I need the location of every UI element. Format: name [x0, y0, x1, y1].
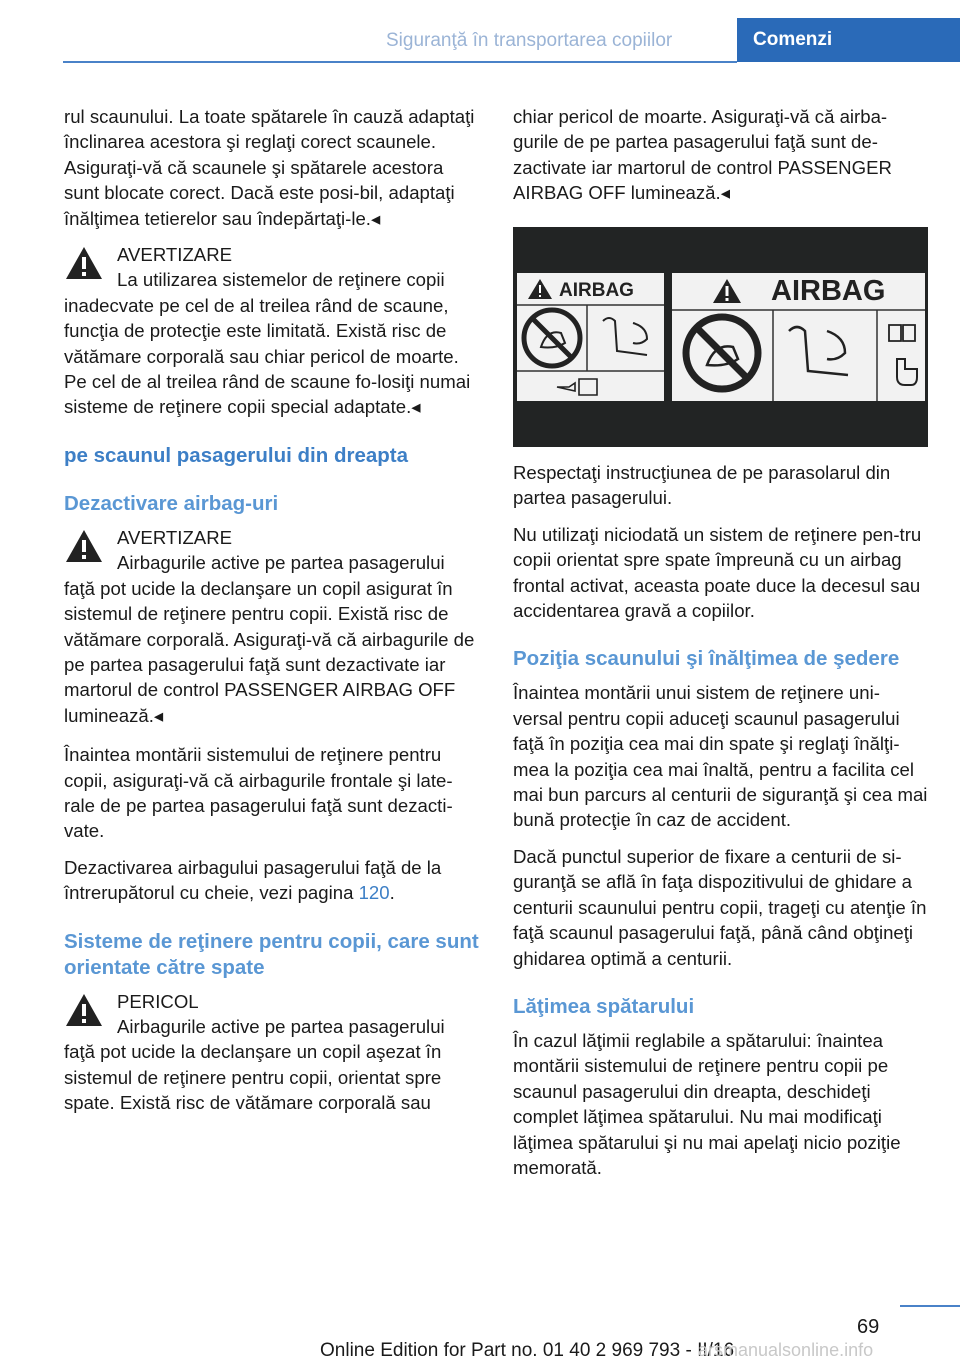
right-column-top	[513, 104, 928, 206]
warning-text: La utilizarea sistemelor de reţinere copii	[117, 269, 445, 291]
subsection-heading: Lăţimea spătarului	[513, 994, 695, 1018]
paragraph-text: Dezactivarea airbagului pasagerului faţă de la întrerupătorul cu cheie, vezi pagina	[64, 856, 442, 904]
label-large-text: AIRBAG	[771, 275, 886, 307]
running-header-section: Siguranţă în transportarea copiilor	[386, 30, 673, 51]
warning-title: AVERTIZARE	[117, 526, 233, 548]
warning-block	[64, 242, 479, 420]
warning-text: Airbagurile active pe partea pasagerului	[117, 1015, 445, 1037]
chapter-tab	[737, 18, 960, 62]
paragraph	[64, 855, 479, 906]
paragraph: Înaintea montării sistemului de reţinere pentru copii, asiguraţi-vă că airbagurile frontale şi late-rale de pe partea pasagerului faţă sunt dezacti-vate.	[64, 744, 453, 842]
section-heading: pe scaunul pasagerului din dreapta	[64, 443, 409, 467]
label-small-text: AIRBAG	[559, 280, 634, 301]
paragraph: În cazul lăţimii reglabile a spătarului: înaintea montării sistemului de reţinere pentru copii pe scaunul pasagerului din dreapta, deschideţi complet lăţimea spătarului. Nu mai modificaţi lăţimea spătarului şi nu mai apelaţi nicio poziţie memorată.	[513, 1029, 901, 1178]
warning-block	[64, 525, 479, 728]
warning-triangle-icon	[64, 245, 104, 281]
edition-line: Online Edition for Part no. 01 40 2 969 793 - II/16	[320, 1340, 735, 1361]
subsection-heading: Dezactivare airbag-uri	[64, 491, 279, 515]
chapter-tab-label: Comenzi	[753, 29, 833, 50]
footer-rule	[900, 1305, 960, 1307]
subsection-heading: Poziţia scaunului şi înălţimea de şedere	[513, 647, 900, 671]
subsection-heading: Sisteme de reţinere pentru copii, care sunt orientate către spate	[64, 929, 479, 979]
paragraph: Respectaţi instrucţiunea de pe parasolarul din partea pasagerului.	[513, 462, 891, 509]
warning-triangle-icon	[64, 528, 104, 564]
warning-triangle-icon	[64, 992, 104, 1028]
paragraph: Înaintea montării unui sistem de reţinere uni-versal pentru copii aduceţi scaunul pasagerului faţă în poziţia cea mai din spate şi reglaţi înălţi-mea la poziţia cea mai înaltă, pentru a facilita cel mai bun parcurs al centurii de siguranţă şi cea mai bună protecţie în caz de accident.	[513, 682, 928, 831]
page-link[interactable]: 120	[358, 882, 390, 904]
paragraph: Nu utilizaţi niciodată un sistem de reţinere pen-tru copii orientat spre spate împreună cu un airbag frontal activat, aceasta poate duce la decesul sau accidentarea gravă a copiilor.	[513, 523, 922, 622]
warning-text: inadecvate pe cel de al treilea rând de scaune, funcţia de protecţie este limitată. Există risc de vătămare corporală sau chiar pericol de moarte. Pe cel de al treilea rând de scaune fo-losiţi numai sisteme de reţinere copii special adaptate.◂	[64, 294, 471, 418]
warning-title: AVERTIZARE	[117, 244, 233, 266]
paragraph: rul scaunului. La toate spătarele în cauză adaptaţi înclinarea acestora şi reglaţi corect scaunele. Asiguraţi-vă că scaunele şi spătarele acestora sunt blocate corect. Dacă este posi-bil, adaptaţi înălţimea tetierelor sau îndepărtaţi-le.◂	[64, 106, 475, 229]
watermark: arsmanualsonline.info	[698, 1340, 874, 1360]
paragraph-end: .	[389, 882, 395, 904]
warning-text: faţă pot ucide la declanşare un copil aşezat în sistemul de reţinere pentru copii, orientat spre spate. Există risc de vătămare corporală sau	[64, 1041, 442, 1114]
warning-block	[64, 989, 479, 1116]
left-column	[64, 104, 479, 1116]
airbag-warning-label-illustration	[513, 227, 928, 447]
header-rule	[63, 61, 737, 63]
right-column-bottom	[513, 460, 928, 1180]
warning-text: faţă pot ucide la declanşare un copil asigurat în sistemul de reţinere pentru copii. Există risc de vătămare corporală. Asiguraţi-vă că airbagurile de pe partea pasagerului faţă sunt dezactivate iar martorul de control PASSENGER AIRBAG OFF luminează.◂	[64, 577, 475, 726]
warning-title: PERICOL	[117, 990, 199, 1012]
paragraph: chiar pericol de moarte. Asiguraţi-vă că airba-gurile de pe partea pasagerului faţă sunt de-zactivate iar martorul de control PASSENGER AIRBAG OFF luminează.◂	[513, 106, 892, 204]
page-number: 69	[857, 1316, 880, 1338]
airbag-label-photo	[513, 227, 928, 447]
warning-text: Airbagurile active pe partea pasagerului	[117, 552, 445, 574]
paragraph: Dacă punctul superior de fixare a centurii de si-guranţă se află în faţa dispozitivului de ghidare a centurii scaunului pentru copii, trageţi cu atenţie în faţă scaunul pasagerului faţă, până când obţineţi ghidarea optimă a centurii.	[513, 845, 927, 969]
